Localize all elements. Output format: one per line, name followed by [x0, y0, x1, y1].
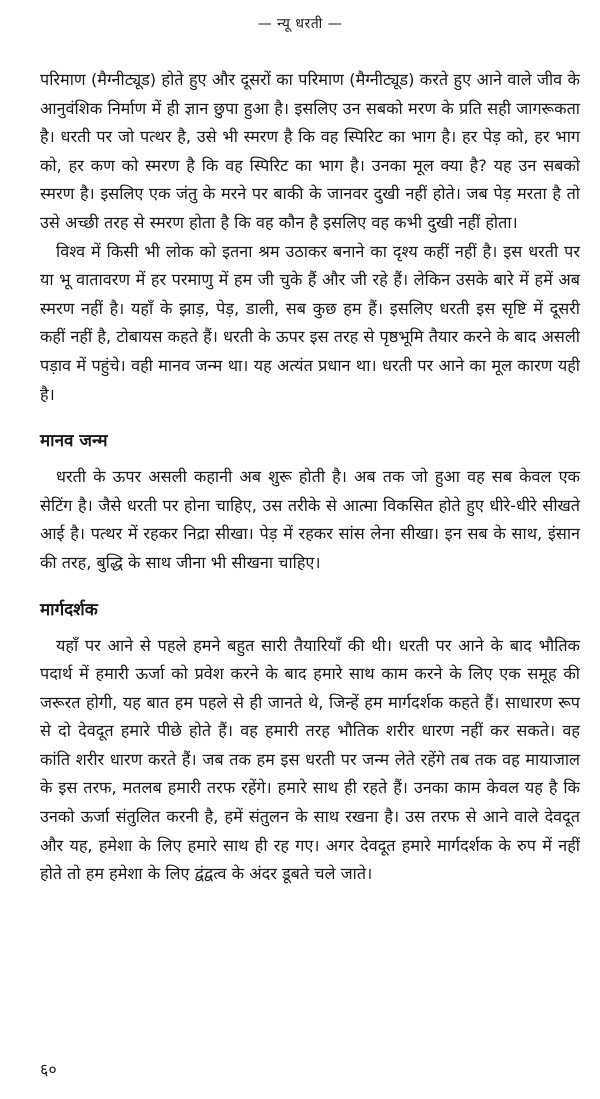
section-heading: मार्गदर्शक	[40, 599, 98, 620]
paragraph: विश्व में किसी भी लोक को इतना श्रम उठाकर बनाने का दृश्य कहीं नहीं है। इस धरती पर या भू वातावरण में हर परमाणु में हम जी चुके हैं और जी रहे हैं। लेकिन उसके बारे में हमें अब स्मरण नहीं है। यहाँ के झाड़, पेड़, डाली, सब कुछ हम हैं। इसलिए धरती इस सृष्टि में दूसरी कहीं नहीं है, टोबायस कहते हैं। धरती के ऊपर इस तरह से पृष्ठभूमि तैयार करने के बाद असली पड़ाव में पहुंचे। वही मानव जन्म था। यह अत्यंत प्रधान था। धरती पर आने का मूल कारण यही है।	[40, 241, 580, 404]
paragraph: परिमाण (मैग्नीट्यूड) होते हुए और दूसरों का परिमाण (मैग्नीट्यूड) करते हुए आने वाले जीव के आनुवंशिक निर्माण में ही ज्ञान छुपा हुआ है। इसलिए उन सबको मरण के प्रति सही जागरूकता है। धरती पर जो पत्थर है, उसे भी स्मरण है कि वह स्पिरिट का भाग है। हर पेड़ को, हर भाग को, हर कण को स्मरण है कि वह स्पिरिट का भाग है। उनका मूल क्या है? यह उन सबको स्मरण है। इसलिए एक जंतु के मरने पर बाकी के जानवर दुखी नहीं होते। जब पेड़ मरता है तो उसे अच्छी तरह से स्मरण होता है कि वह कौन है इसलिए वह कभी दुखी नहीं होता।	[40, 70, 581, 232]
page-body	[40, 66, 580, 889]
page-number: ६०	[40, 1060, 57, 1079]
running-header: — न्यू धरती —	[257, 16, 343, 32]
section-heading: मानव जन्म	[40, 431, 108, 452]
paragraph: धरती के ऊपर असली कहानी अब शुरू होती है। अब तक जो हुआ वह सब केवल एक सेटिंग है। जैसे धरती पर होना चाहिए, उस तरीके से आत्मा विकसित होते हुए धीरे-धीरे सीखते आई है। पत्थर में रहकर निद्रा सीखा। पेड़ में रहकर सांस लेना सीखा। इन सब के साथ, इंसान की तरह, बुद्धि के साथ जीना भी सीखना चाहिए।	[40, 467, 580, 572]
paragraph: यहाँ पर आने से पहले हमने बहुत सारी तैयारियाँ की थी। धरती पर आने के बाद भौतिक पदार्थ में हमारी ऊर्जा को प्रवेश करने के बाद हमारे साथ काम करने के लिए एक समूह की जरूरत होगी, यह बात हम पहले से ही जानते थे, जिन्हें हम मार्गदर्शक कहते हैं। साधारण रूप से दो देवदूत हमारे पीछे होते हैं। वह हमारी तरह भौतिक शरीर धारण नहीं कर सकते। वह कांति शरीर धारण करते हैं। जब तक हम इस धरती पर जन्म लेते रहेंगे तब तक वह मायाजाल के इस तरफ, मतलब हमारी तरफ रहेंगे। हमारे साथ ही रहते हैं। उनका काम केवल यह है कि उनको ऊर्जा संतुलित करनी है, हमें संतुलन के साथ रखना है। उस तरफ से आने वाले देवदूत और यह, हमेशा के लिए हमारे साथ ही रह गए। अगर देवदूत हमारे मार्गदर्शक के रुप में नहीं होते तो हम हमेशा के लिए द्वंद्वत्व के अंदर डूबते चले जाते।	[40, 635, 580, 884]
